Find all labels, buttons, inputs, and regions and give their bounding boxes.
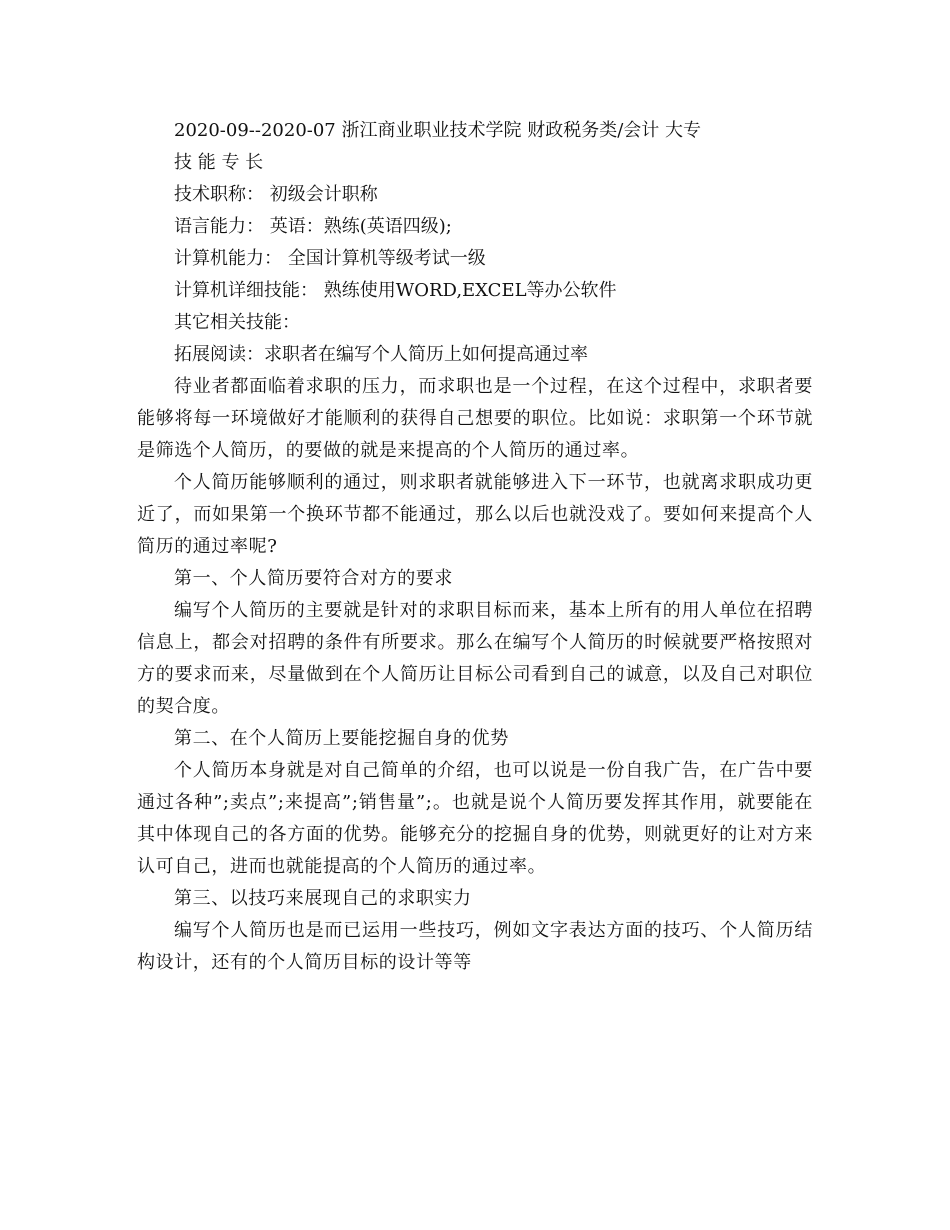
paragraph-pass-rate: 个人简历能够顺利的通过，则求职者就能够进入下一环节，也就离求职成功更近了，而如果第一个换环节都不能通过，那么以后也就没戏了。要如何来提高个人简历的通过率呢? (137, 472, 813, 557)
paragraph-requirements: 编写个人简历的主要就是针对的求职目标而来，基本上所有的用人单位在招聘信息上，都会对招聘的条件有所要求。那么在编写个人简历的时候就要严格按照对方的要求而来，尽量做到在个人简历让目标公司看到自己的诚意，以及自己对职位的契合度。 (137, 600, 813, 717)
other-skills-line: 其它相关技能： (174, 312, 300, 333)
skills-heading: 技 能 专 长 (174, 152, 264, 173)
computer-skills-line: 计算机详细技能： 熟练使用WORD,EXCEL等办公软件 (174, 280, 617, 301)
technical-title-line: 技术职称： 初级会计职称 (174, 184, 378, 205)
paragraph-techniques: 编写个人简历也是而已运用一些技巧，例如文字表达方面的技巧、个人简历结构设计，还有的个人简历目标的设计等等 (137, 920, 813, 973)
paragraph-advantages: 个人简历本身就是对自己简单的介绍，也可以说是一份自我广告，在广告中要通过各种”;卖点”;来提高”;销售量”;。也就是说个人简历要发挥其作用，就要能在其中体现自己的各方面的优势。能够充分的挖掘自身的优势，则就更好的让对方来认可自己，进而也就能提高的个人简历的通过率。 (137, 760, 813, 877)
language-ability-line: 语言能力： 英语：熟练(英语四级); (174, 216, 452, 237)
section-heading-second: 第二、在个人简历上要能挖掘自身的优势 (174, 728, 509, 749)
paragraph-intro: 待业者都面临着求职的压力，而求职也是一个过程，在这个过程中，求职者要能够将每一环境做好才能顺利的获得自己想要的职位。比如说：求职第一个环节就是筛选个人简历，的要做的就是来提高的个人简历的通过率。 (137, 376, 813, 461)
education-line: 2020-09--2020-07 浙江商业职业技术学院 财政税务类/会计 大专 (174, 120, 701, 141)
computer-ability-line: 计算机能力： 全国计算机等级考试一级 (174, 248, 486, 269)
document-page (137, 115, 813, 979)
section-heading-third: 第三、以技巧来展现自己的求职实力 (174, 888, 472, 909)
extended-reading-line: 拓展阅读：求职者在编写个人简历上如何提高通过率 (174, 344, 588, 365)
section-heading-first: 第一、个人简历要符合对方的要求 (174, 568, 453, 589)
